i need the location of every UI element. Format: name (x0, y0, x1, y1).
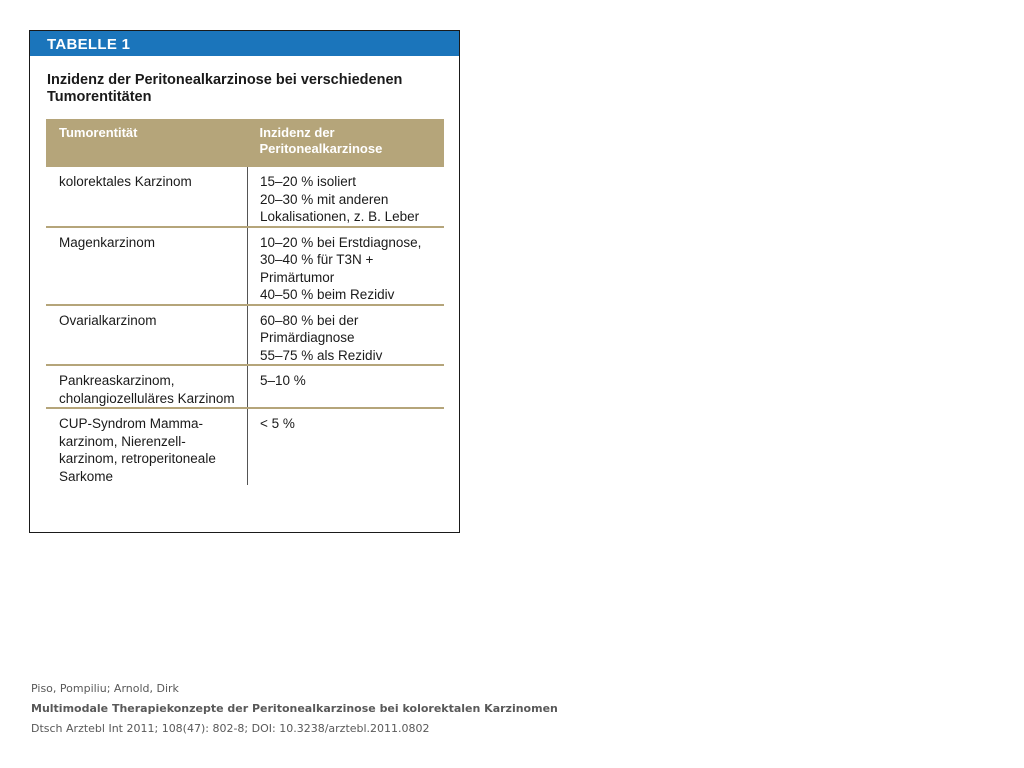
cell-text-line: cholangiozelluläres Karzinom (59, 390, 235, 406)
cell-text-line: 30–40 % für T3N + (260, 252, 374, 267)
table-header-row (46, 119, 444, 167)
table-title: Inzidenz der Peritonealkarzinose bei verschiedenen Tumorentitäten (47, 72, 403, 105)
citation-article-title: Multimodale Therapiekonzepte der Peritonealkarzinose bei kolorektalen Karzinomen (31, 702, 558, 715)
cell-text-line: 20–30 % mit anderen (260, 191, 389, 207)
table-row (46, 305, 444, 366)
cell-incidence (248, 408, 445, 485)
table-body (46, 167, 444, 485)
incidence-table (46, 119, 444, 485)
cell-text-line: 55–75 % als Rezidiv (260, 347, 383, 363)
citation-reference: Dtsch Arztebl Int 2011; 108(47): 802-8; DOI: 10.3238/arztebl.2011.0802 (31, 722, 430, 735)
table-label: TABELLE 1 (30, 31, 459, 56)
cell-tumor-entity (46, 167, 248, 227)
citation-authors: Piso, Pompiliu; Arnold, Dirk (31, 682, 179, 695)
table-row (46, 227, 444, 305)
cell-incidence (248, 365, 445, 408)
cell-text-line: 10–20 % bei Erstdiagnose, (260, 234, 422, 250)
cell-tumor-entity (46, 365, 248, 408)
cell-text-line: karzinom, retroperitoneale (59, 451, 216, 466)
cell-tumor-entity (46, 408, 248, 485)
cell-text-line: kolorektales Karzinom (59, 174, 192, 189)
cell-text-line: 60–80 % bei der (260, 312, 359, 328)
cell-text-line: Sarkome (59, 468, 114, 484)
cell-text-line: < 5 % (260, 416, 295, 431)
cell-text-line: Primärtumor (260, 269, 335, 285)
column-header-incidence: Inzidenz der Peritonealkarzinose (248, 119, 445, 167)
cell-text-line: Primärdiagnose (260, 330, 355, 345)
table-row (46, 167, 444, 227)
cell-tumor-entity (46, 227, 248, 305)
citation (31, 679, 558, 739)
table-row (46, 365, 444, 408)
cell-incidence (248, 227, 445, 305)
cell-incidence (248, 305, 445, 366)
cell-text-line: Ovarialkarzinom (59, 312, 157, 328)
cell-text-line: Pankreaskarzinom, (59, 373, 175, 388)
cell-text-line: Magenkarzinom (59, 234, 156, 250)
cell-text-line: CUP-Syndrom Mamma- (59, 416, 204, 431)
table-row (46, 408, 444, 485)
cell-text-line: 15–20 % isoliert (260, 174, 357, 189)
cell-text-line: 5–10 % (260, 373, 306, 388)
cell-text-line: Lokalisationen, z. B. Leber (260, 209, 420, 224)
cell-text-line: 40–50 % beim Rezidiv (260, 287, 395, 302)
cell-incidence (248, 167, 445, 227)
table-figure (29, 30, 460, 533)
cell-text-line: karzinom, Nierenzell- (59, 433, 186, 449)
column-header-entity: Tumorentität (46, 119, 248, 167)
cell-tumor-entity (46, 305, 248, 366)
